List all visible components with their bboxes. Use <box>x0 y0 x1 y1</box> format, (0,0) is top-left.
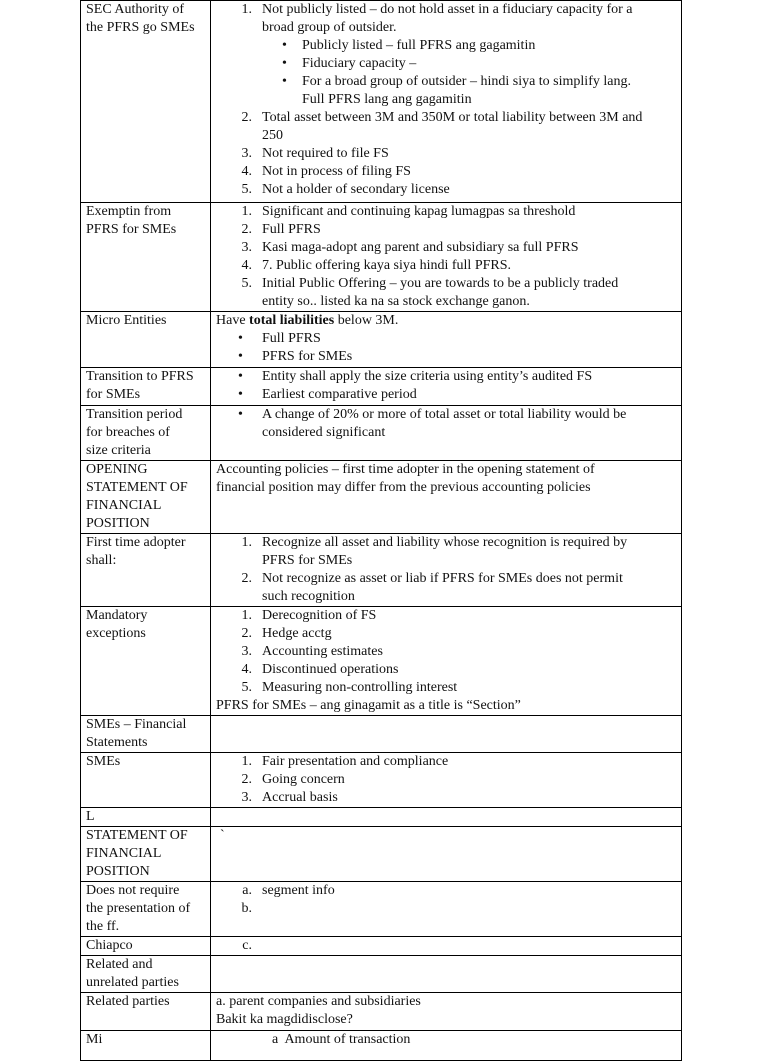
table-row <box>81 993 682 1031</box>
list-text: Initial Public Offering – you are towards to be a publicly traded <box>262 276 619 291</box>
alpha-text <box>252 901 262 916</box>
row-content-cell <box>211 753 682 808</box>
list-line <box>216 552 677 570</box>
list-line <box>216 607 677 625</box>
row-content-cell <box>211 461 682 534</box>
row-label-line: FINANCIAL <box>86 846 162 861</box>
bullet-text: A change of 20% or more of total asset or total liability would be <box>262 407 627 422</box>
row-label-line: Statements <box>86 735 148 750</box>
row-content-cell <box>211 406 682 461</box>
list-line <box>216 771 677 789</box>
list-text: Measuring non-controlling interest <box>262 680 458 695</box>
list-line <box>216 127 677 145</box>
tick-mark: ` <box>220 828 225 843</box>
list-number: 2. <box>241 222 252 237</box>
list-line <box>216 588 677 606</box>
row-label-line: for breaches of <box>86 425 170 440</box>
list-line <box>216 163 677 181</box>
row-label-cell <box>81 1031 211 1061</box>
micro-line <box>216 312 677 330</box>
table-row <box>81 716 682 753</box>
list-line <box>216 275 677 293</box>
list-number: 5. <box>241 276 252 291</box>
bullet-line <box>216 406 677 424</box>
row-label-line: shall: <box>86 553 117 568</box>
alpha-text <box>252 938 262 953</box>
text-line: financial position may differ from the previous accounting policies <box>216 480 591 495</box>
row-label-line: OPENING <box>86 462 148 477</box>
list-text: 7. Public offering kaya siya hindi full PFRS. <box>262 258 512 273</box>
list-number: 5. <box>241 680 252 695</box>
micro-bold: total liabilities <box>249 313 335 328</box>
list-number: 4. <box>241 164 252 179</box>
table-row <box>81 1 682 203</box>
list-number: 3. <box>241 240 252 255</box>
list-line <box>216 91 677 109</box>
row-label-cell <box>81 461 211 534</box>
list-line <box>216 753 677 771</box>
list-text: Fiduciary capacity – <box>302 56 417 71</box>
list-text: PFRS for SMEs <box>262 553 353 568</box>
list-line <box>216 221 677 239</box>
list-number: 2. <box>241 110 252 125</box>
list-text: such recognition <box>262 589 355 604</box>
table-row <box>81 808 682 827</box>
row-label-line: Mandatory <box>86 608 148 623</box>
row-label-line: POSITION <box>86 516 150 531</box>
list-number: 1. <box>241 2 252 17</box>
row-label-line: Transition period <box>86 407 183 422</box>
alpha-label: b. <box>241 901 252 916</box>
list-line <box>216 534 677 552</box>
row-label-line: L <box>86 809 95 824</box>
list-number: 1. <box>241 204 252 219</box>
row-label-cell <box>81 827 211 882</box>
text-line: Bakit ka magdidisclose? <box>216 1012 353 1027</box>
row-label-cell <box>81 956 211 993</box>
row-label-cell <box>81 1 211 203</box>
table-row <box>81 956 682 993</box>
row-label-line: Mi <box>86 1032 103 1047</box>
list-text: Full PFRS <box>262 222 321 237</box>
bullet-icon: • <box>238 407 243 422</box>
table-row <box>81 753 682 808</box>
table-row <box>81 827 682 882</box>
list-line <box>216 625 677 643</box>
text-line: PFRS for SMEs – ang ginagamit as a title is “Section” <box>216 698 521 713</box>
row-label-cell <box>81 312 211 368</box>
list-line <box>216 570 677 588</box>
bullet-icon: • <box>282 38 287 53</box>
bullet-line <box>216 348 677 366</box>
table-row <box>81 937 682 956</box>
notes-table <box>80 0 682 1061</box>
table-row <box>81 1031 682 1061</box>
list-line <box>216 1 677 19</box>
list-line <box>216 19 677 37</box>
table-row <box>81 312 682 368</box>
row-label-cell <box>81 993 211 1031</box>
list-line <box>216 203 677 221</box>
micro-pre: Have <box>216 313 250 328</box>
list-number: 2. <box>241 772 252 787</box>
row-content-cell <box>211 368 682 406</box>
list-text: Not required to file FS <box>262 146 389 161</box>
list-text: Not a holder of secondary license <box>262 182 450 197</box>
bullet-text: PFRS for SMEs <box>262 349 353 364</box>
list-text: Full PFRS lang ang gagamitin <box>302 92 472 107</box>
row-content-cell <box>211 937 682 956</box>
row-label-line: STATEMENT OF <box>86 828 188 843</box>
row-content-cell <box>211 956 682 993</box>
row-label-line: Does not require <box>86 883 180 898</box>
list-line <box>216 181 677 199</box>
list-number: 1. <box>241 754 252 769</box>
row-label-line: Transition to PFRS <box>86 369 194 384</box>
row-label-line: unrelated parties <box>86 975 179 990</box>
row-label-cell <box>81 534 211 607</box>
row-label-line: exceptions <box>86 626 146 641</box>
list-number: 2. <box>241 626 252 641</box>
row-label-line: First time adopter <box>86 535 186 550</box>
row-content-cell <box>211 993 682 1031</box>
row-label-line: Related and <box>86 957 153 972</box>
list-text: Not in process of filing FS <box>262 164 411 179</box>
table-row <box>81 406 682 461</box>
bullet-text: Full PFRS <box>262 331 321 346</box>
bullet-text: Earliest comparative period <box>262 387 417 402</box>
list-line <box>216 55 677 73</box>
list-line <box>216 679 677 697</box>
list-text: Kasi maga-adopt ang parent and subsidiary sa full PFRS <box>262 240 579 255</box>
table-row <box>81 203 682 312</box>
row-label-cell <box>81 808 211 827</box>
row-label-cell <box>81 753 211 808</box>
list-text: For a broad group of outsider – hindi siya to simplify lang. <box>302 74 631 89</box>
bullet-line <box>216 368 677 386</box>
table-row <box>81 607 682 716</box>
bullet-icon: • <box>238 369 243 384</box>
row-label-cell <box>81 716 211 753</box>
row-label-line: SMEs <box>86 754 121 769</box>
row-label-line: FINANCIAL <box>86 498 162 513</box>
list-text: Going concern <box>262 772 345 787</box>
bullet-icon: • <box>282 74 287 89</box>
list-number: 1. <box>241 608 252 623</box>
list-line <box>216 239 677 257</box>
text-line: a. parent companies and subsidiaries <box>216 994 421 1009</box>
list-line <box>216 145 677 163</box>
list-number: 3. <box>241 644 252 659</box>
bullet-icon: • <box>238 331 243 346</box>
list-text: entity so.. listed ka na sa stock exchange ganon. <box>262 294 530 309</box>
bullet-text: considered significant <box>262 425 386 440</box>
list-number: 1. <box>241 535 252 550</box>
alpha-text: segment info <box>262 883 335 898</box>
alpha-line <box>216 900 677 918</box>
row-label-cell <box>81 607 211 716</box>
list-text: Accounting estimates <box>262 644 383 659</box>
list-line <box>216 37 677 55</box>
bullet-line <box>216 386 677 404</box>
micro-post: below 3M. <box>334 313 399 328</box>
bullet-line <box>216 330 677 348</box>
row-content-cell <box>211 882 682 937</box>
row-content-cell <box>211 203 682 312</box>
row-content-cell <box>211 312 682 368</box>
list-number: 3. <box>241 146 252 161</box>
row-content-cell <box>211 607 682 716</box>
row-content-cell <box>211 534 682 607</box>
table-row <box>81 534 682 607</box>
row-label-line: STATEMENT OF <box>86 480 188 495</box>
list-number: 2. <box>241 571 252 586</box>
row-label-line: size criteria <box>86 443 151 458</box>
row-content-cell <box>211 808 682 827</box>
list-text: Recognize all asset and liability whose recognition is required by <box>262 535 628 550</box>
alpha-line <box>216 882 677 900</box>
list-text: Not publicly listed – do not hold asset in a fiduciary capacity for a <box>262 2 633 17</box>
row-content-cell <box>211 1 682 203</box>
list-text: Significant and continuing kapag lumagpas sa threshold <box>262 204 576 219</box>
table-row <box>81 461 682 534</box>
row-label-line: Exemptin from <box>86 204 172 219</box>
list-number: 4. <box>241 662 252 677</box>
list-number: 4. <box>241 258 252 273</box>
bullet-icon: • <box>282 56 287 71</box>
row-label-line: the PFRS go SMEs <box>86 20 195 35</box>
list-line <box>216 661 677 679</box>
alpha-line <box>216 937 677 955</box>
list-text: Derecognition of FS <box>262 608 377 623</box>
list-number: 5. <box>241 182 252 197</box>
text-line: a Amount of transaction <box>216 1032 411 1047</box>
list-line <box>216 257 677 275</box>
row-label-line: SMEs – Financial <box>86 717 187 732</box>
list-line <box>216 73 677 91</box>
row-label-line: the ff. <box>86 919 120 934</box>
list-line <box>216 293 677 311</box>
bullet-icon: • <box>238 387 243 402</box>
alpha-label: c. <box>242 938 252 953</box>
list-text: Publicly listed – full PFRS ang gagamitin <box>302 38 536 53</box>
list-line <box>216 789 677 807</box>
list-number: 3. <box>241 790 252 805</box>
row-label-line: the presentation of <box>86 901 191 916</box>
row-label-cell <box>81 406 211 461</box>
row-label-cell <box>81 937 211 956</box>
list-text: Not recognize as asset or liab if PFRS for SMEs does not permit <box>262 571 623 586</box>
alpha-label: a. <box>242 883 252 898</box>
row-label-cell <box>81 882 211 937</box>
list-text: Accrual basis <box>262 790 338 805</box>
list-text: Fair presentation and compliance <box>262 754 449 769</box>
list-text: Discontinued operations <box>262 662 399 677</box>
row-label-line: for SMEs <box>86 387 141 402</box>
row-label-cell <box>81 203 211 312</box>
bullet-text: Entity shall apply the size criteria using entity’s audited FS <box>262 369 593 384</box>
row-content-cell <box>211 1031 682 1061</box>
row-label-line: Related parties <box>86 994 170 1009</box>
row-label-line: PFRS for SMEs <box>86 222 177 237</box>
row-content-cell <box>211 827 682 882</box>
list-text: Hedge acctg <box>262 626 332 641</box>
list-text: Total asset between 3M and 350M or total liability between 3M and <box>262 110 643 125</box>
list-text: 250 <box>262 128 283 143</box>
row-label-line: Micro Entities <box>86 313 167 328</box>
row-label-line: SEC Authority of <box>86 2 185 17</box>
row-label-cell <box>81 368 211 406</box>
table-row <box>81 882 682 937</box>
row-label-line: Chiapco <box>86 938 133 953</box>
bullet-icon: • <box>238 349 243 364</box>
list-line <box>216 109 677 127</box>
row-label-line: POSITION <box>86 864 150 879</box>
text-line: Accounting policies – first time adopter in the opening statement of <box>216 462 595 477</box>
list-text: broad group of outsider. <box>262 20 397 35</box>
list-line <box>216 643 677 661</box>
row-content-cell <box>211 716 682 753</box>
bullet-line <box>216 424 677 442</box>
table-row <box>81 368 682 406</box>
